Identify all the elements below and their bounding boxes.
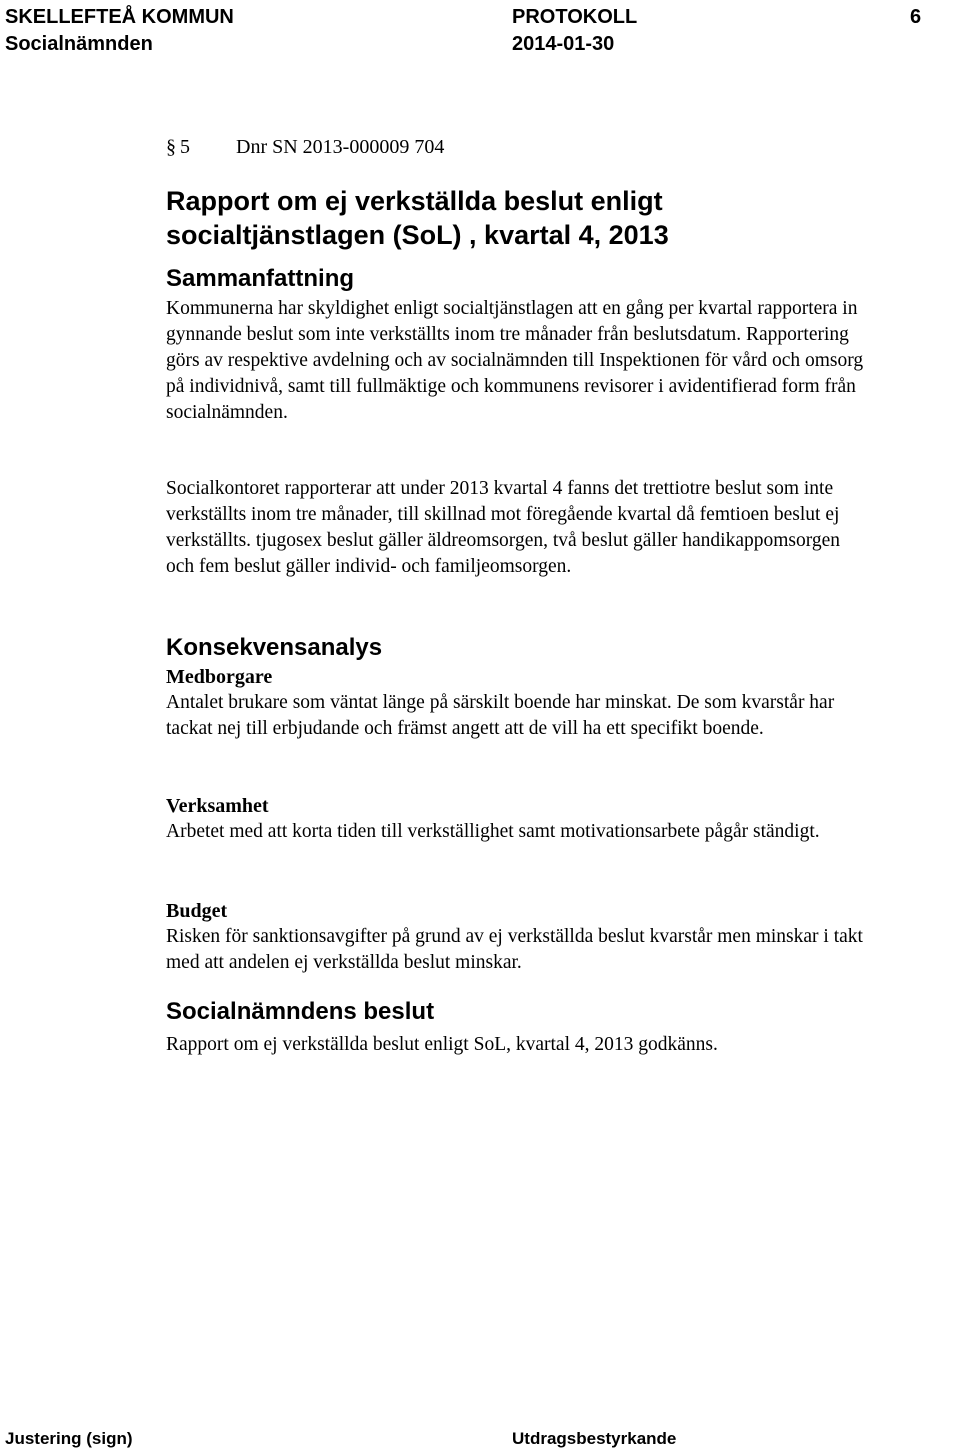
- header-date: 2014-01-30: [512, 33, 615, 55]
- operations-heading: Verksamhet: [166, 795, 269, 817]
- document-title: Rapport om ej verkställda beslut enligt socialtjänstlagen (SoL) , kvartal 4, 2013: [166, 186, 669, 250]
- header-org: SKELLEFTEÅ KOMMUN: [5, 6, 234, 28]
- summary-heading: Sammanfattning: [166, 265, 355, 292]
- citizens-heading: Medborgare: [166, 666, 273, 688]
- budget-heading: Budget: [166, 900, 228, 922]
- section-reference: [166, 134, 444, 160]
- footer-signature-label: Justering (sign): [5, 1429, 133, 1448]
- summary-paragraph-2: Socialkontoret rapporterar att under 2013 kvartal 4 fanns det trettiotre beslut som inte verkställts inom tre månader, till skillnad mot föregående kvartal då femtioen beslut ej verkställts. tjugosex beslut gäller äldreomsorgen, två beslut gäller handikappomsorgen och fem beslut gäller individ- och familjeomsorgen.: [166, 478, 841, 577]
- header-page-number: 6: [910, 6, 922, 28]
- budget-text: Risken för sanktionsavgifter på grund av ej verkställda beslut kvarstår men minskar i takt med att andelen ej verkställda beslut minskar.: [166, 926, 863, 973]
- operations-text: Arbetet med att korta tiden till verkställighet samt motivationsarbete pågår ständigt.: [166, 821, 820, 842]
- header-committee: Socialnämnden: [5, 33, 153, 55]
- summary-paragraph-1: Kommunerna har skyldighet enligt socialtjänstlagen att en gång per kvartal rapportera in gynnande beslut som inte verkställts inom tre månader från beslutsdatum. Rapportering görs av respektive avdelning och av socialnämnden till Inspektionen för vård och omsorg på individnivå, samt till fullmäktige och kommunens revisorer i avidentifierad form från socialnämnden.: [166, 298, 864, 423]
- diary-number: Dnr SN 2013-000009 704: [236, 136, 445, 158]
- header-doc-type: PROTOKOLL: [512, 6, 638, 28]
- decision-heading: Socialnämndens beslut: [166, 998, 435, 1025]
- citizens-text: Antalet brukare som väntat länge på särskilt boende har minskat. De som kvarstår har tackat nej till erbjudande och främst angett att de vill ha ett specifikt boende.: [166, 692, 835, 739]
- footer-certification-label: Utdragsbestyrkande: [512, 1429, 677, 1448]
- paragraph-symbol: §: [166, 136, 176, 158]
- consequence-heading: Konsekvensanalys: [166, 634, 383, 661]
- decision-text: Rapport om ej verkställda beslut enligt SoL, kvartal 4, 2013 godkänns.: [166, 1034, 718, 1055]
- section-number: 5: [180, 136, 190, 158]
